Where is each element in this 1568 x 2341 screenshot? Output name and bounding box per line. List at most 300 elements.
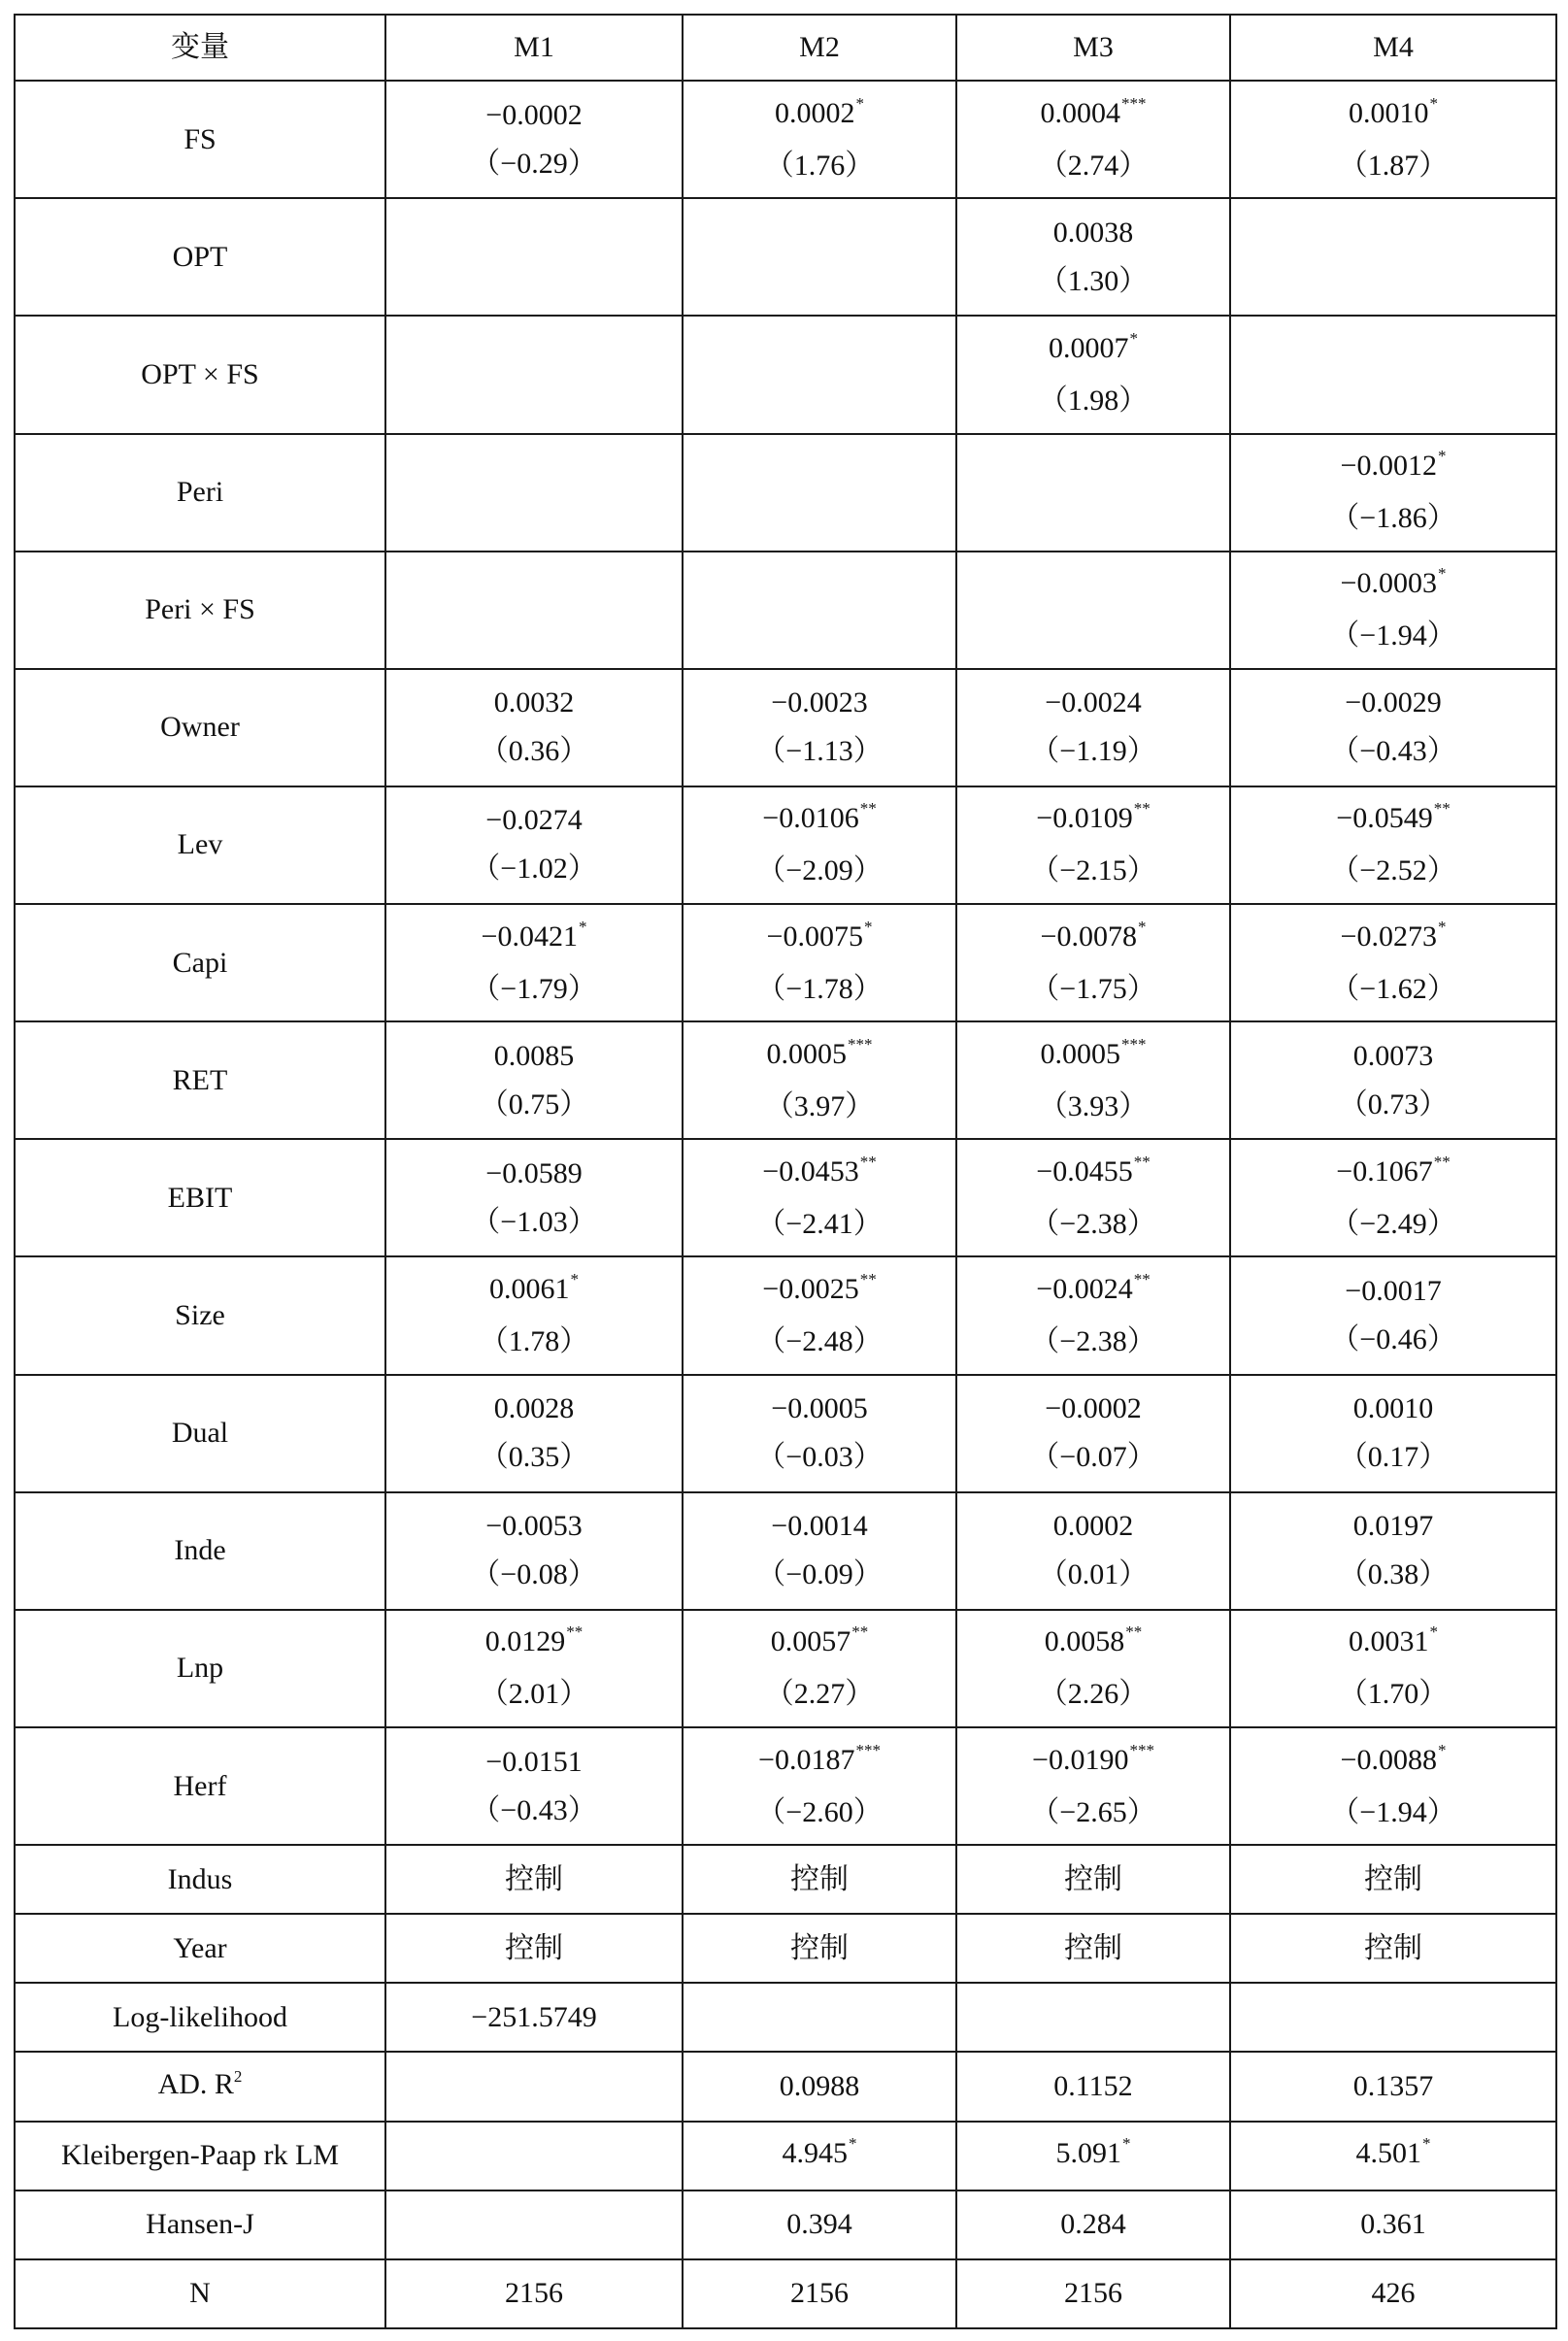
coefficient [684,1385,955,1433]
coefficient [957,679,1229,727]
coefficient-value: −0.0014 [771,1510,868,1543]
row-label: Inde [15,1492,385,1610]
significance-stars: ** [851,1622,869,1642]
coefficient-value: −0.0025 [762,1273,859,1306]
table-cell [956,904,1230,1021]
table-cell [683,1610,956,1727]
table-cell [683,2122,956,2191]
stat-value: 控制 [1064,1931,1122,1964]
t-statistic: （−0.07） [1030,1441,1156,1474]
significance-stars: *** [1129,1740,1154,1759]
t-statistic: （2.01） [479,1678,589,1711]
coefficient [957,1618,1229,1670]
t-statistic: （−0.43） [1330,735,1456,768]
t-statistic: （−2.65） [1030,1795,1156,1828]
table-cell [1230,316,1556,433]
coefficient-value: −0.0589 [485,1156,583,1189]
coefficient [684,1618,955,1670]
row-label [15,1914,385,1983]
significance-stars: ** [1433,1152,1451,1171]
coefficient-value: −0.0078 [1040,920,1137,953]
t-statistic: （0.01） [1038,1558,1149,1591]
table-cell [956,2191,1230,2259]
stat-value: 0.0988 [779,2069,860,2102]
stat-value: 控制 [1364,1862,1422,1895]
t-statistic: （−2.09） [756,854,883,887]
t-statistic: （−1.02） [471,853,597,886]
significance-stars: * [1422,2134,1431,2154]
table-cell [385,434,683,552]
significance-stars: * [855,93,864,113]
table-cell [683,1492,956,1610]
coefficient-value: −0.0012 [1340,450,1437,483]
significance-stars: * [578,917,587,936]
significance-stars: ** [1133,799,1151,819]
table-row-herf [15,1727,1556,1845]
header-m1: M1 [385,15,683,81]
coefficient-value: −0.0106 [762,802,859,835]
header-m4: M4 [1230,15,1556,81]
table-row-indus [15,1845,1556,1914]
coefficient [1231,1032,1555,1081]
significance-stars: *** [1121,93,1147,113]
table-cell [956,786,1230,904]
significance-stars: * [1437,917,1447,936]
coefficient [1231,1502,1555,1551]
coefficient [386,913,682,965]
table-cell [956,1256,1230,1374]
table-cell [683,81,956,198]
coefficient-value: 0.0028 [493,1392,575,1425]
t-statistic: （−2.38） [1030,1325,1156,1358]
table-cell [1230,1256,1556,1374]
table-cell [1230,1021,1556,1139]
table-cell [683,1727,956,1845]
row-label-text: Kleibergen-Paap rk LM [60,2139,340,2172]
table-cell [385,2191,683,2259]
row-label-text: Log-likelihood [113,2000,287,2033]
row-label: Lev [15,786,385,904]
table-cell [683,316,956,433]
significance-stars: *** [855,1740,881,1759]
coefficient-value: −0.0455 [1036,1154,1133,1187]
t-statistic: （−0.03） [756,1441,883,1474]
coefficient [386,1738,682,1787]
table-cell [956,434,1230,552]
coefficient-value: −0.0024 [1036,1273,1133,1306]
table-cell [385,1492,683,1610]
t-statistic: （−1.19） [1030,735,1156,768]
table-cell [956,1914,1230,1983]
table-cell [683,2259,956,2328]
significance-stars: ** [1125,1622,1143,1642]
table-cell [1230,1610,1556,1727]
coefficient-value: −0.0190 [1032,1743,1129,1776]
coefficient-value: −0.0075 [766,920,863,953]
table-cell [385,1021,683,1139]
t-statistic: （−1.75） [1030,972,1156,1005]
coefficient [386,1032,682,1081]
table-cell [956,1375,1230,1492]
table-cell [1230,1492,1556,1610]
stat-value: 2156 [505,2277,563,2310]
table-cell [683,1914,956,1983]
row-label: RET [15,1021,385,1139]
table-cell [1230,2259,1556,2328]
stat-value: 2156 [1064,2277,1122,2310]
t-statistic: （−0.29） [471,147,597,180]
coefficient [1231,1385,1555,1433]
t-statistic: （−1.86） [1330,502,1456,535]
significance-stars: *** [848,1034,873,1053]
table-cell [683,669,956,786]
t-statistic: （0.75） [479,1087,589,1120]
row-label: Capi [15,904,385,1021]
coefficient [957,1148,1229,1200]
row-label: Herf [15,1727,385,1845]
table-cell [385,1375,683,1492]
table-row-dual [15,1375,1556,1492]
table-cell [683,1375,956,1492]
coefficient-value: 0.0058 [1044,1625,1125,1658]
significance-stars: ** [1133,1152,1151,1171]
table-cell [1230,1914,1556,1983]
header-m2: M2 [683,15,956,81]
table-cell [956,1492,1230,1610]
stat-value: 4.501 [1355,2137,1421,2170]
table-cell [1230,198,1556,316]
table-cell [956,552,1230,669]
t-statistic: （0.35） [479,1441,589,1474]
row-label: Peri × FS [15,552,385,669]
coefficient [1231,679,1555,727]
coefficient [957,1502,1229,1551]
significance-stars: ** [1133,1270,1151,1289]
stat-value: 控制 [505,1862,563,1895]
table-cell [683,1845,956,1914]
coefficient-value: −0.0549 [1336,802,1433,835]
stat-value: 0.284 [1060,2208,1126,2241]
label-superscript: 2 [233,2066,243,2086]
coefficient-value: −0.0024 [1045,686,1142,719]
table-row-size [15,1256,1556,1374]
coefficient-value: −0.0109 [1036,802,1133,835]
row-label-text: N [189,2277,211,2310]
row-label [15,2259,385,2328]
significance-stars: * [863,917,873,936]
table-cell [956,1727,1230,1845]
coefficient [386,1618,682,1670]
t-statistic: （1.76） [764,149,875,182]
table-row-log-likelihood [15,1983,1556,2052]
table-row-ret [15,1021,1556,1139]
coefficient-value: −0.0187 [758,1743,855,1776]
table-cell [683,786,956,904]
t-statistic: （1.87） [1338,149,1449,182]
row-label: OPT [15,198,385,316]
t-statistic: （3.93） [1038,1089,1149,1122]
t-statistic: （1.30） [1038,264,1149,297]
coefficient [957,324,1229,377]
table-cell [956,316,1230,433]
stat-value: 控制 [790,1931,849,1964]
table-cell [956,2259,1230,2328]
t-statistic: （−0.46） [1330,1323,1456,1356]
table-row-owner [15,669,1556,786]
table-cell [1230,1139,1556,1256]
table-cell [385,2122,683,2191]
stat-value: 2156 [790,2277,849,2310]
row-label: Size [15,1256,385,1374]
table-cell [1230,434,1556,552]
coefficient [386,91,682,140]
coefficient [957,1385,1229,1433]
t-statistic: （−1.03） [471,1205,597,1238]
table-cell [1230,552,1556,669]
stat-value: 控制 [1364,1931,1422,1964]
table-row-capi [15,904,1556,1021]
table-row-ad-r [15,2052,1556,2121]
table-cell [1230,81,1556,198]
coefficient [386,796,682,845]
t-statistic: （−1.78） [756,972,883,1005]
t-statistic: （0.38） [1338,1558,1449,1591]
stat-value: 0.361 [1360,2208,1426,2241]
significance-stars: * [1129,328,1138,348]
t-statistic: （0.36） [479,735,589,768]
significance-stars: ** [859,799,877,819]
coefficient-value: 0.0010 [1352,1392,1434,1425]
row-label [15,1845,385,1914]
coefficient-value: 0.0197 [1352,1510,1434,1543]
significance-stars: * [1429,1622,1438,1642]
significance-stars: ** [859,1270,877,1289]
table-cell [956,1021,1230,1139]
row-label [15,2052,385,2121]
coefficient [1231,1267,1555,1316]
t-statistic: （1.98） [1038,384,1149,417]
coefficient [684,794,955,847]
significance-stars: * [1137,917,1147,936]
table-row-ebit [15,1139,1556,1256]
coefficient-value: −0.0029 [1345,686,1442,719]
t-statistic: （−1.79） [471,972,597,1005]
table-cell [683,1983,956,2052]
coefficient-value: −0.0273 [1340,920,1437,953]
t-statistic: （−2.52） [1330,854,1456,887]
coefficient-value: 0.0010 [1349,96,1429,129]
table-cell [1230,2122,1556,2191]
coefficient-value: −0.0421 [481,920,578,953]
t-statistic: （−1.13） [756,735,883,768]
table-cell [956,1845,1230,1914]
coefficient-value: 0.0002 [775,96,855,129]
row-label [15,1983,385,2052]
table-row-opt [15,198,1556,316]
coefficient-value: −0.0088 [1340,1743,1437,1776]
coefficient-value: 0.0031 [1349,1625,1429,1658]
coefficient [957,913,1229,965]
table-cell [385,904,683,1021]
t-statistic: （2.26） [1038,1678,1149,1711]
stat-value: 0.1357 [1352,2069,1434,2102]
table-cell [1230,669,1556,786]
t-statistic: （−0.09） [756,1558,883,1591]
coefficient-value: 0.0002 [1052,1510,1134,1543]
table-cell [385,81,683,198]
row-label [15,2191,385,2259]
significance-stars: * [1122,2134,1131,2154]
table-row-lev [15,786,1556,904]
stat-value: 控制 [1064,1862,1122,1895]
coefficient-value: 0.0032 [493,686,575,719]
table-cell [385,198,683,316]
coefficient-value: 0.0073 [1352,1039,1434,1072]
significance-stars: * [1429,93,1438,113]
stat-value: −251.5749 [471,2000,597,2033]
table-cell [385,552,683,669]
t-statistic: （−0.08） [471,1558,597,1591]
coefficient-value: −0.0005 [771,1392,868,1425]
row-label: Peri [15,434,385,552]
t-statistic: （2.74） [1038,149,1149,182]
coefficient-value: −0.0002 [1045,1392,1142,1425]
row-label: FS [15,81,385,198]
coefficient [684,913,955,965]
stat-value: 0.1152 [1053,2069,1133,2102]
table-cell [956,1610,1230,1727]
coefficient [957,89,1229,142]
table-row-fs [15,81,1556,198]
row-label: Lnp [15,1610,385,1727]
table-cell [683,1256,956,1374]
stat-value: 控制 [505,1931,563,1964]
coefficient-value: −0.0023 [771,686,868,719]
table-cell [385,1914,683,1983]
row-label-text: Year [173,1931,227,1964]
t-statistic: （0.17） [1338,1441,1449,1474]
stat-value: 0.394 [786,2208,852,2241]
table-row-hansen-j [15,2191,1556,2259]
coefficient [1231,1618,1555,1670]
coefficient [684,1148,955,1200]
table-row-n [15,2259,1556,2328]
coefficient [684,679,955,727]
row-label: Owner [15,669,385,786]
coefficient-value: 0.0085 [493,1039,575,1072]
row-label: OPT × FS [15,316,385,433]
table-cell [1230,904,1556,1021]
table-cell [385,316,683,433]
table-cell [1230,1983,1556,2052]
coefficient-value: 0.0129 [484,1625,566,1658]
t-statistic: （3.97） [764,1089,875,1122]
coefficient [684,89,955,142]
t-statistic: （−2.48） [756,1325,883,1358]
table-cell [1230,1375,1556,1492]
table-cell [956,2052,1230,2121]
table-cell [385,1139,683,1256]
stat-value: 4.945 [782,2137,848,2170]
table-cell [1230,1845,1556,1914]
significance-stars: * [849,2134,857,2154]
header-row [15,15,1556,81]
table-cell [956,2122,1230,2191]
coefficient [957,1736,1229,1789]
t-statistic: （−0.43） [471,1793,597,1826]
coefficient-value: 0.0038 [1052,216,1134,249]
stat-value: 426 [1371,2277,1416,2310]
significance-stars: * [1437,564,1447,584]
table-cell [956,198,1230,316]
table-cell [683,1021,956,1139]
table-cell [683,552,956,669]
coefficient [1231,913,1555,965]
significance-stars: * [1437,1740,1447,1759]
table-row-peri-fs [15,552,1556,669]
table-row-peri [15,434,1556,552]
coefficient-value: −0.0274 [485,804,583,837]
coefficient [1231,559,1555,612]
t-statistic: （−2.38） [1030,1207,1156,1240]
coefficient [1231,442,1555,494]
coefficient [1231,1148,1555,1200]
coefficient [386,1502,682,1551]
coefficient [957,1265,1229,1318]
table-cell [683,434,956,552]
table-cell [385,786,683,904]
row-label: EBIT [15,1139,385,1256]
table-cell [385,2259,683,2328]
table-cell [956,1983,1230,2052]
table-cell [385,1845,683,1914]
t-statistic: （−2.49） [1330,1207,1456,1240]
row-label [15,2122,385,2191]
row-label: Dual [15,1375,385,1492]
coefficient [957,1030,1229,1083]
coefficient-value: −0.0453 [762,1154,859,1187]
t-statistic: （−2.41） [756,1207,883,1240]
t-statistic: （1.78） [479,1325,589,1358]
t-statistic: （−1.94） [1330,1795,1456,1828]
t-statistic: （0.73） [1338,1087,1449,1120]
stat-value: 5.091 [1055,2137,1121,2170]
table-cell [683,1139,956,1256]
coefficient [684,1736,955,1789]
coefficient [684,1502,955,1551]
table-row-lnp [15,1610,1556,1727]
coefficient-value: 0.0007 [1049,331,1129,364]
coefficient-value: 0.0005 [766,1037,847,1070]
t-statistic: （−2.60） [756,1795,883,1828]
significance-stars: *** [1121,1034,1147,1053]
coefficient [957,794,1229,847]
table-cell [956,1139,1230,1256]
significance-stars: ** [566,1622,584,1642]
coefficient-value: −0.1067 [1336,1154,1433,1187]
t-statistic: （−1.94） [1330,619,1456,652]
coefficient [1231,794,1555,847]
coefficient-value: 0.0057 [770,1625,851,1658]
significance-stars: * [1437,447,1447,466]
stat-value: 控制 [790,1862,849,1895]
table-cell [385,669,683,786]
table-cell [683,2191,956,2259]
table-cell [1230,2191,1556,2259]
row-label-text: Indus [167,1862,233,1895]
t-statistic: （−2.15） [1030,854,1156,887]
coefficient [386,1265,682,1318]
